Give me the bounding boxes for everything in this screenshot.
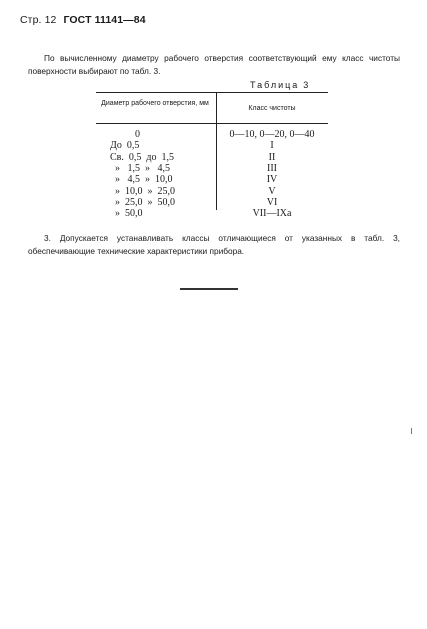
page-number: Стр. 12	[20, 14, 57, 26]
intro-paragraph: По вычисленному диаметру рабочего отверстия соответствующий ему класс чистоты поверхности выбирают по табл. 3.	[28, 53, 400, 76]
table-number: 3	[303, 80, 309, 90]
table-row-class: II	[268, 151, 276, 163]
table-title-label: Таблица	[250, 80, 300, 90]
table-row-diameter: » 25,0 » 50,0	[110, 196, 175, 208]
table-row-class: VI	[266, 196, 278, 208]
end-rule	[180, 288, 238, 290]
table-row-class: IV	[266, 174, 278, 186]
table-row-class: 0—10, 0—20, 0—40	[229, 129, 315, 140]
column-header-diameter: Диаметр рабочего отверстия, мм	[101, 100, 209, 107]
margin-mark	[411, 428, 412, 434]
table-row-class: VII—IXa	[252, 208, 292, 220]
table-row-class: V	[268, 185, 276, 197]
table-row-diameter: » 50,0	[110, 208, 143, 220]
table-row-class: I	[270, 140, 274, 152]
table-row-diameter: 0	[110, 129, 140, 140]
table-row-diameter: » 10,0 » 25,0	[110, 185, 175, 197]
table-row-class: III	[267, 162, 277, 174]
table-title	[250, 80, 308, 90]
column-header-class: Класс чистоты	[248, 105, 296, 112]
table-row-diameter: До 0,5	[110, 140, 140, 152]
table-top-rule	[96, 92, 328, 93]
note-paragraph: 3. Допускается устанавливать классы отличающиеся от указанных в табл. 3, обеспечивающие технические характеристики прибора.	[28, 233, 400, 256]
table-row-diameter: Св. 0,5 до 1,5	[110, 151, 174, 163]
table-row-diameter: » 1,5 » 4,5	[110, 162, 170, 174]
table-row-diameter: » 4,5 » 10,0	[110, 174, 173, 186]
page-header	[20, 14, 146, 26]
table-header-rule	[96, 123, 328, 124]
standard-code: ГОСТ 11141—84	[63, 14, 146, 26]
